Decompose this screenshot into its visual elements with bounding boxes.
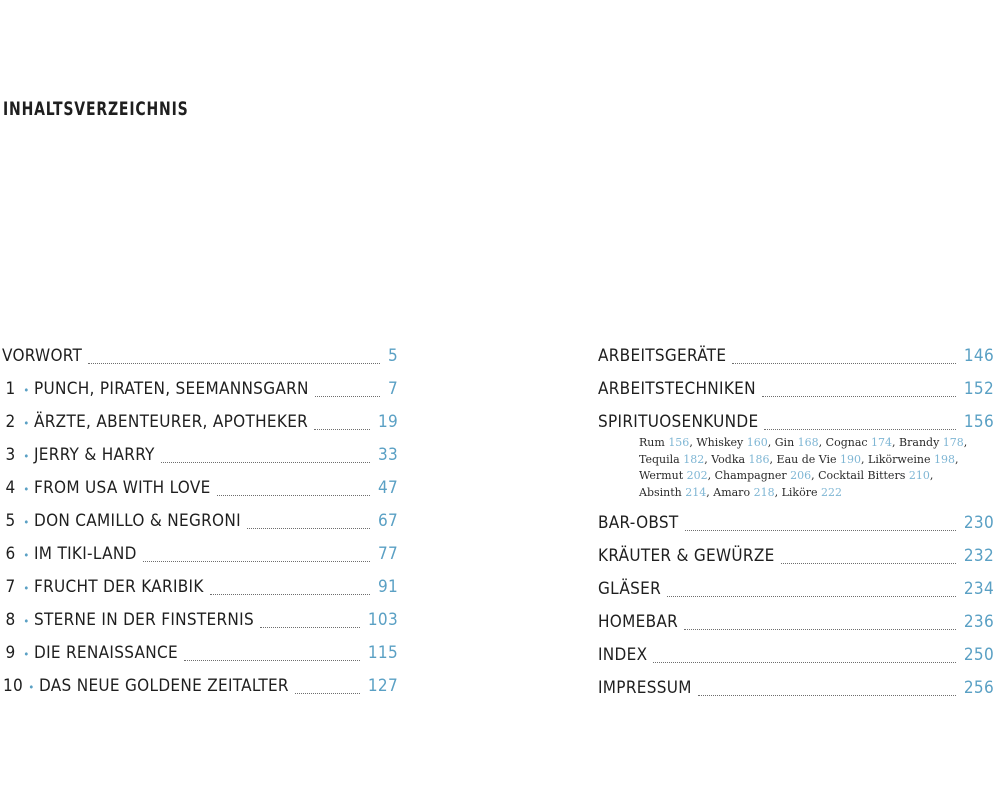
spirit-page: 186 bbox=[748, 452, 770, 466]
toc-entry-page: 146 bbox=[963, 346, 994, 366]
toc-entry-page: 152 bbox=[963, 379, 994, 399]
spirit-entry[interactable] bbox=[639, 436, 696, 449]
toc-entry-page: 230 bbox=[963, 513, 994, 533]
chapter-number: 9 bbox=[5, 643, 16, 663]
bullet-icon: • bbox=[23, 483, 30, 496]
spirit-page: 202 bbox=[686, 469, 708, 482]
spirit-page: 222 bbox=[820, 485, 842, 499]
spirit-entry[interactable] bbox=[775, 436, 826, 449]
chapter-number: 4 bbox=[5, 478, 16, 498]
spirit-name: Tequila bbox=[639, 452, 680, 466]
toc-entry-chapter-9[interactable] bbox=[2, 637, 398, 670]
spirit-name: Champagner bbox=[714, 469, 787, 482]
spirit-separator: , bbox=[707, 469, 715, 482]
spirit-page: 156 bbox=[668, 436, 690, 449]
bullet-icon: • bbox=[23, 582, 30, 595]
toc-entry-homebar[interactable] bbox=[598, 606, 994, 639]
spirit-entry[interactable] bbox=[639, 486, 713, 499]
spirit-page: 198 bbox=[933, 452, 955, 466]
spirit-separator: , bbox=[689, 436, 697, 449]
dot-leader bbox=[217, 495, 370, 496]
toc-entry-chapter-10[interactable] bbox=[2, 670, 398, 703]
spirit-separator: , bbox=[818, 436, 826, 449]
toc-entry-title: ARBEITSTECHNIKEN bbox=[598, 379, 756, 399]
toc-entry-page: 256 bbox=[963, 678, 994, 698]
appendix-list-bottom bbox=[598, 507, 994, 705]
toc-entry-chapter-5[interactable] bbox=[2, 505, 398, 538]
spirit-entry[interactable] bbox=[715, 469, 818, 482]
toc-entry-chapter-6[interactable] bbox=[2, 538, 398, 571]
toc-entry-title: IMPRESSUM bbox=[598, 678, 692, 698]
toc-entry-kräuter-gewürze[interactable] bbox=[598, 540, 994, 573]
toc-entry-title: VORWORT bbox=[2, 346, 83, 366]
dot-leader bbox=[184, 660, 360, 661]
spirit-entry[interactable] bbox=[711, 453, 776, 466]
spirit-page: 182 bbox=[683, 452, 705, 466]
toc-entry-chapter-1[interactable] bbox=[2, 373, 398, 406]
dot-leader bbox=[161, 462, 370, 463]
dot-leader bbox=[295, 693, 360, 694]
spirit-entry[interactable] bbox=[782, 486, 842, 499]
dot-leader bbox=[762, 396, 956, 397]
chapter-number: 7 bbox=[5, 577, 16, 597]
toc-entry-title: ÄRZTE, ABENTEURER, APOTHEKER bbox=[34, 412, 309, 432]
spirit-separator: , bbox=[704, 452, 712, 466]
spirit-separator: , bbox=[861, 452, 869, 466]
toc-entry-page: 103 bbox=[367, 610, 398, 630]
toc-entry-chapter-3[interactable] bbox=[2, 439, 398, 472]
appendix-list-top bbox=[598, 340, 994, 439]
dot-leader bbox=[143, 561, 370, 562]
spirit-name: Gin bbox=[774, 436, 795, 449]
toc-entry-title: FROM USA WITH LOVE bbox=[34, 478, 211, 498]
toc-entry-arbeitstechniken[interactable] bbox=[598, 373, 994, 406]
spirit-name: Cognac bbox=[825, 436, 868, 449]
spirit-separator: , bbox=[954, 452, 959, 466]
spirit-name: Absinth bbox=[639, 485, 682, 499]
chapter-list bbox=[2, 373, 398, 703]
bullet-icon: • bbox=[23, 516, 30, 529]
toc-entry-title: STERNE IN DER FINSTERNIS bbox=[34, 610, 254, 630]
toc-entry-chapter-2[interactable] bbox=[2, 406, 398, 439]
dot-leader bbox=[260, 627, 360, 628]
dot-leader bbox=[684, 629, 956, 630]
toc-entry-index[interactable] bbox=[598, 639, 994, 672]
toc-entry-page: 47 bbox=[377, 478, 398, 498]
bullet-icon: • bbox=[23, 549, 30, 562]
toc-entry-page: 5 bbox=[387, 346, 398, 366]
toc-entry-title: DAS NEUE GOLDENE ZEITALTER bbox=[39, 676, 289, 696]
toc-right-column bbox=[598, 340, 994, 705]
chapter-number: 3 bbox=[5, 445, 16, 465]
spirit-page: 206 bbox=[790, 469, 812, 482]
toc-entry-chapter-7[interactable] bbox=[2, 571, 398, 604]
spirit-name: Brandy bbox=[899, 436, 940, 449]
spirit-entry[interactable] bbox=[639, 469, 715, 482]
spirit-separator: , bbox=[774, 485, 782, 499]
spirit-entry[interactable] bbox=[899, 436, 967, 449]
spirit-name: Eau de Vie bbox=[776, 452, 837, 466]
toc-entry-page: 91 bbox=[377, 577, 398, 597]
toc-entry-page: 33 bbox=[377, 445, 398, 465]
dot-leader bbox=[315, 396, 380, 397]
spirit-page: 218 bbox=[753, 485, 775, 499]
toc-entry-page: 236 bbox=[963, 612, 994, 632]
toc-entry-title: KRÄUTER & GEWÜRZE bbox=[598, 546, 775, 566]
toc-entry-title: SPIRITUOSENKUNDE bbox=[598, 412, 759, 432]
spirit-page: 210 bbox=[908, 469, 930, 482]
spirit-entry[interactable] bbox=[826, 436, 899, 449]
toc-entry-page: 115 bbox=[367, 643, 398, 663]
dot-leader bbox=[698, 695, 956, 696]
toc-entry-page: 77 bbox=[377, 544, 398, 564]
dot-leader bbox=[247, 528, 370, 529]
dot-leader bbox=[314, 429, 370, 430]
spirit-page: 160 bbox=[746, 436, 768, 449]
dot-leader bbox=[667, 596, 956, 597]
spirit-separator: , bbox=[706, 485, 714, 499]
spirit-separator: , bbox=[769, 452, 777, 466]
spirit-entry[interactable] bbox=[818, 469, 933, 482]
bullet-icon: • bbox=[23, 615, 30, 628]
toc-entry-title: IM TIKI-LAND bbox=[34, 544, 137, 564]
toc-entry-impressum[interactable] bbox=[598, 672, 994, 705]
bullet-icon: • bbox=[23, 417, 30, 430]
page-title: INHALTSVERZEICHNIS bbox=[3, 98, 189, 120]
toc-left-column bbox=[2, 340, 398, 703]
toc-entry-page: 19 bbox=[377, 412, 398, 432]
bullet-icon: • bbox=[28, 681, 35, 694]
spirit-name: Cocktail Bitters bbox=[818, 469, 906, 482]
toc-entry-bar-obst[interactable] bbox=[598, 507, 994, 540]
spirit-entry[interactable] bbox=[696, 436, 774, 449]
toc-entry-page: 250 bbox=[963, 645, 994, 665]
dot-leader bbox=[764, 429, 956, 430]
toc-entry-title: BAR-OBST bbox=[598, 513, 679, 533]
toc-entry-gläser[interactable] bbox=[598, 573, 994, 606]
dot-leader bbox=[653, 662, 956, 663]
spirit-name: Likörweine bbox=[868, 452, 931, 466]
spirit-name: Amaro bbox=[713, 485, 751, 499]
toc-entry-page: 67 bbox=[377, 511, 398, 531]
toc-entry-page: 232 bbox=[963, 546, 994, 566]
chapter-number: 2 bbox=[5, 412, 16, 432]
spirits-sublist bbox=[639, 435, 994, 501]
toc-entry-title: HOMEBAR bbox=[598, 612, 679, 632]
spirit-page: 190 bbox=[840, 452, 862, 466]
bullet-icon: • bbox=[23, 648, 30, 661]
dot-leader bbox=[685, 530, 956, 531]
spirit-separator: , bbox=[892, 436, 900, 449]
toc-entry-chapter-4[interactable] bbox=[2, 472, 398, 505]
chapter-number: 8 bbox=[5, 610, 16, 630]
chapter-number: 10 bbox=[2, 676, 24, 696]
bullet-icon: • bbox=[23, 384, 30, 397]
spirit-name: Whiskey bbox=[696, 436, 744, 449]
toc-entry-page: 7 bbox=[387, 379, 398, 399]
spirit-page: 178 bbox=[942, 436, 964, 449]
toc-entry-title: INDEX bbox=[598, 645, 648, 665]
chapter-number: 6 bbox=[5, 544, 16, 564]
toc-entry-foreword[interactable] bbox=[2, 340, 398, 373]
dot-leader bbox=[210, 594, 370, 595]
bullet-icon: • bbox=[23, 450, 30, 463]
spirit-separator: , bbox=[767, 436, 775, 449]
spirit-name: Vodka bbox=[711, 452, 746, 466]
toc-entry-title: GLÄSER bbox=[598, 579, 662, 599]
dot-leader bbox=[781, 563, 956, 564]
chapter-number: 1 bbox=[5, 379, 16, 399]
spirit-page: 168 bbox=[797, 436, 819, 449]
spirit-entry[interactable] bbox=[868, 453, 958, 466]
toc-entry-title: ARBEITSGERÄTE bbox=[598, 346, 727, 366]
dot-leader bbox=[732, 363, 956, 364]
spirit-name: Liköre bbox=[781, 485, 818, 499]
chapter-number: 5 bbox=[5, 511, 16, 531]
spirit-page: 214 bbox=[685, 485, 707, 499]
toc-entry-title: FRUCHT DER KARIBIK bbox=[34, 577, 204, 597]
toc-entry-title: DON CAMILLO & NEGRONI bbox=[34, 511, 241, 531]
spirit-separator: , bbox=[811, 469, 819, 482]
toc-entry-title: JERRY & HARRY bbox=[34, 445, 155, 465]
spirit-name: Rum bbox=[639, 436, 665, 449]
toc-entry-chapter-8[interactable] bbox=[2, 604, 398, 637]
spirit-entry[interactable] bbox=[713, 486, 781, 499]
toc-entry-page: 234 bbox=[963, 579, 994, 599]
spirit-entry[interactable] bbox=[777, 453, 869, 466]
dot-leader bbox=[88, 363, 380, 364]
toc-entry-page: 156 bbox=[963, 412, 994, 432]
spirit-separator: , bbox=[963, 436, 968, 449]
toc-entry-title: PUNCH, PIRATEN, SEEMANNSGARN bbox=[34, 379, 309, 399]
toc-entry-page: 127 bbox=[367, 676, 398, 696]
spirit-page: 174 bbox=[871, 436, 893, 449]
spirit-entry[interactable] bbox=[639, 453, 711, 466]
toc-entry-title: DIE RENAISSANCE bbox=[34, 643, 178, 663]
spirit-name: Wermut bbox=[639, 469, 684, 482]
toc-entry-arbeitsgeräte[interactable] bbox=[598, 340, 994, 373]
spirit-separator: , bbox=[929, 469, 934, 482]
